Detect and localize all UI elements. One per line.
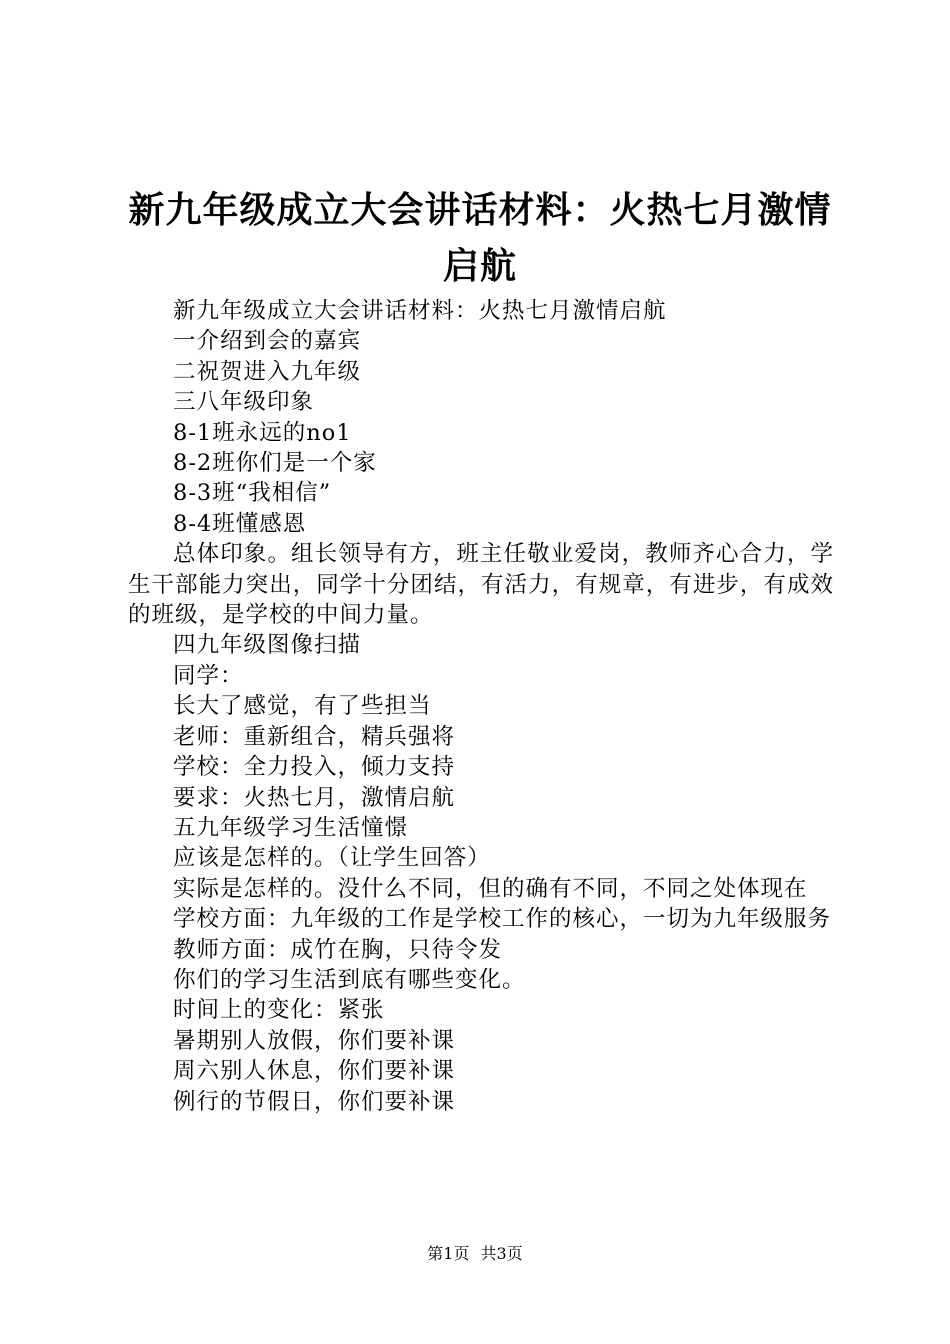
page-total: 共3页: [480, 1244, 523, 1263]
paragraph: 例行的节假日，你们要补课: [173, 1088, 456, 1115]
paragraph: 8-3班“我相信”: [173, 480, 332, 507]
paragraph: 学校：全力投入，倾力支持: [173, 754, 456, 781]
page-footer: [0, 1242, 950, 1266]
paragraph: 三八年级印象: [173, 389, 315, 416]
paragraph: 总体印象。组长领导有方，班主任敬业爱岗，教师齐心合力，学生干部能力突出，同学十分团结，有活力，有规章，有进步，有成效的班级，是学校的中间力量。: [128, 541, 834, 629]
paragraph: 8-4班懂感恩: [173, 510, 307, 537]
page-number: 第1页: [427, 1244, 470, 1263]
paragraph: 你们的学习生活到底有哪些变化。: [173, 966, 526, 993]
paragraph: 学校方面：九年级的工作是学校工作的核心，一切为九年级服务: [173, 906, 832, 933]
paragraph: 实际是怎样的。没什么不同，但的确有不同，不同之处体现在: [173, 875, 808, 902]
paragraph: 要求：火热七月，激情启航: [173, 784, 456, 811]
paragraph: 时间上的变化：紧张: [173, 997, 385, 1024]
paragraph: 周六别人休息，你们要补课: [173, 1058, 456, 1085]
paragraph: 应该是怎样的。（让学生回答）: [173, 845, 491, 872]
document-body: [128, 296, 834, 1117]
document-title: 新九年级成立大会讲话材料：火热七月激情启航: [128, 189, 832, 287]
paragraph: 暑期别人放假，你们要补课: [173, 1027, 456, 1054]
paragraph: 一介绍到会的嘉宾: [173, 328, 362, 355]
paragraph: 8-1班永远的no1: [173, 419, 352, 446]
paragraph: 8-2班你们是一个家: [173, 450, 377, 477]
paragraph: 同学：: [173, 662, 244, 689]
paragraph: 老师：重新组合，精兵强将: [173, 723, 456, 750]
paragraph: 新九年级成立大会讲话材料：火热七月激情启航: [173, 298, 667, 324]
paragraph: 教师方面：成竹在胸，只待令发: [173, 936, 503, 963]
paragraph: 四九年级图像扫描: [173, 632, 362, 659]
paragraph: 五九年级学习生活憧憬: [173, 814, 409, 841]
paragraph: 二祝贺进入九年级: [173, 358, 362, 385]
paragraph: 长大了感觉，有了些担当: [173, 693, 432, 720]
